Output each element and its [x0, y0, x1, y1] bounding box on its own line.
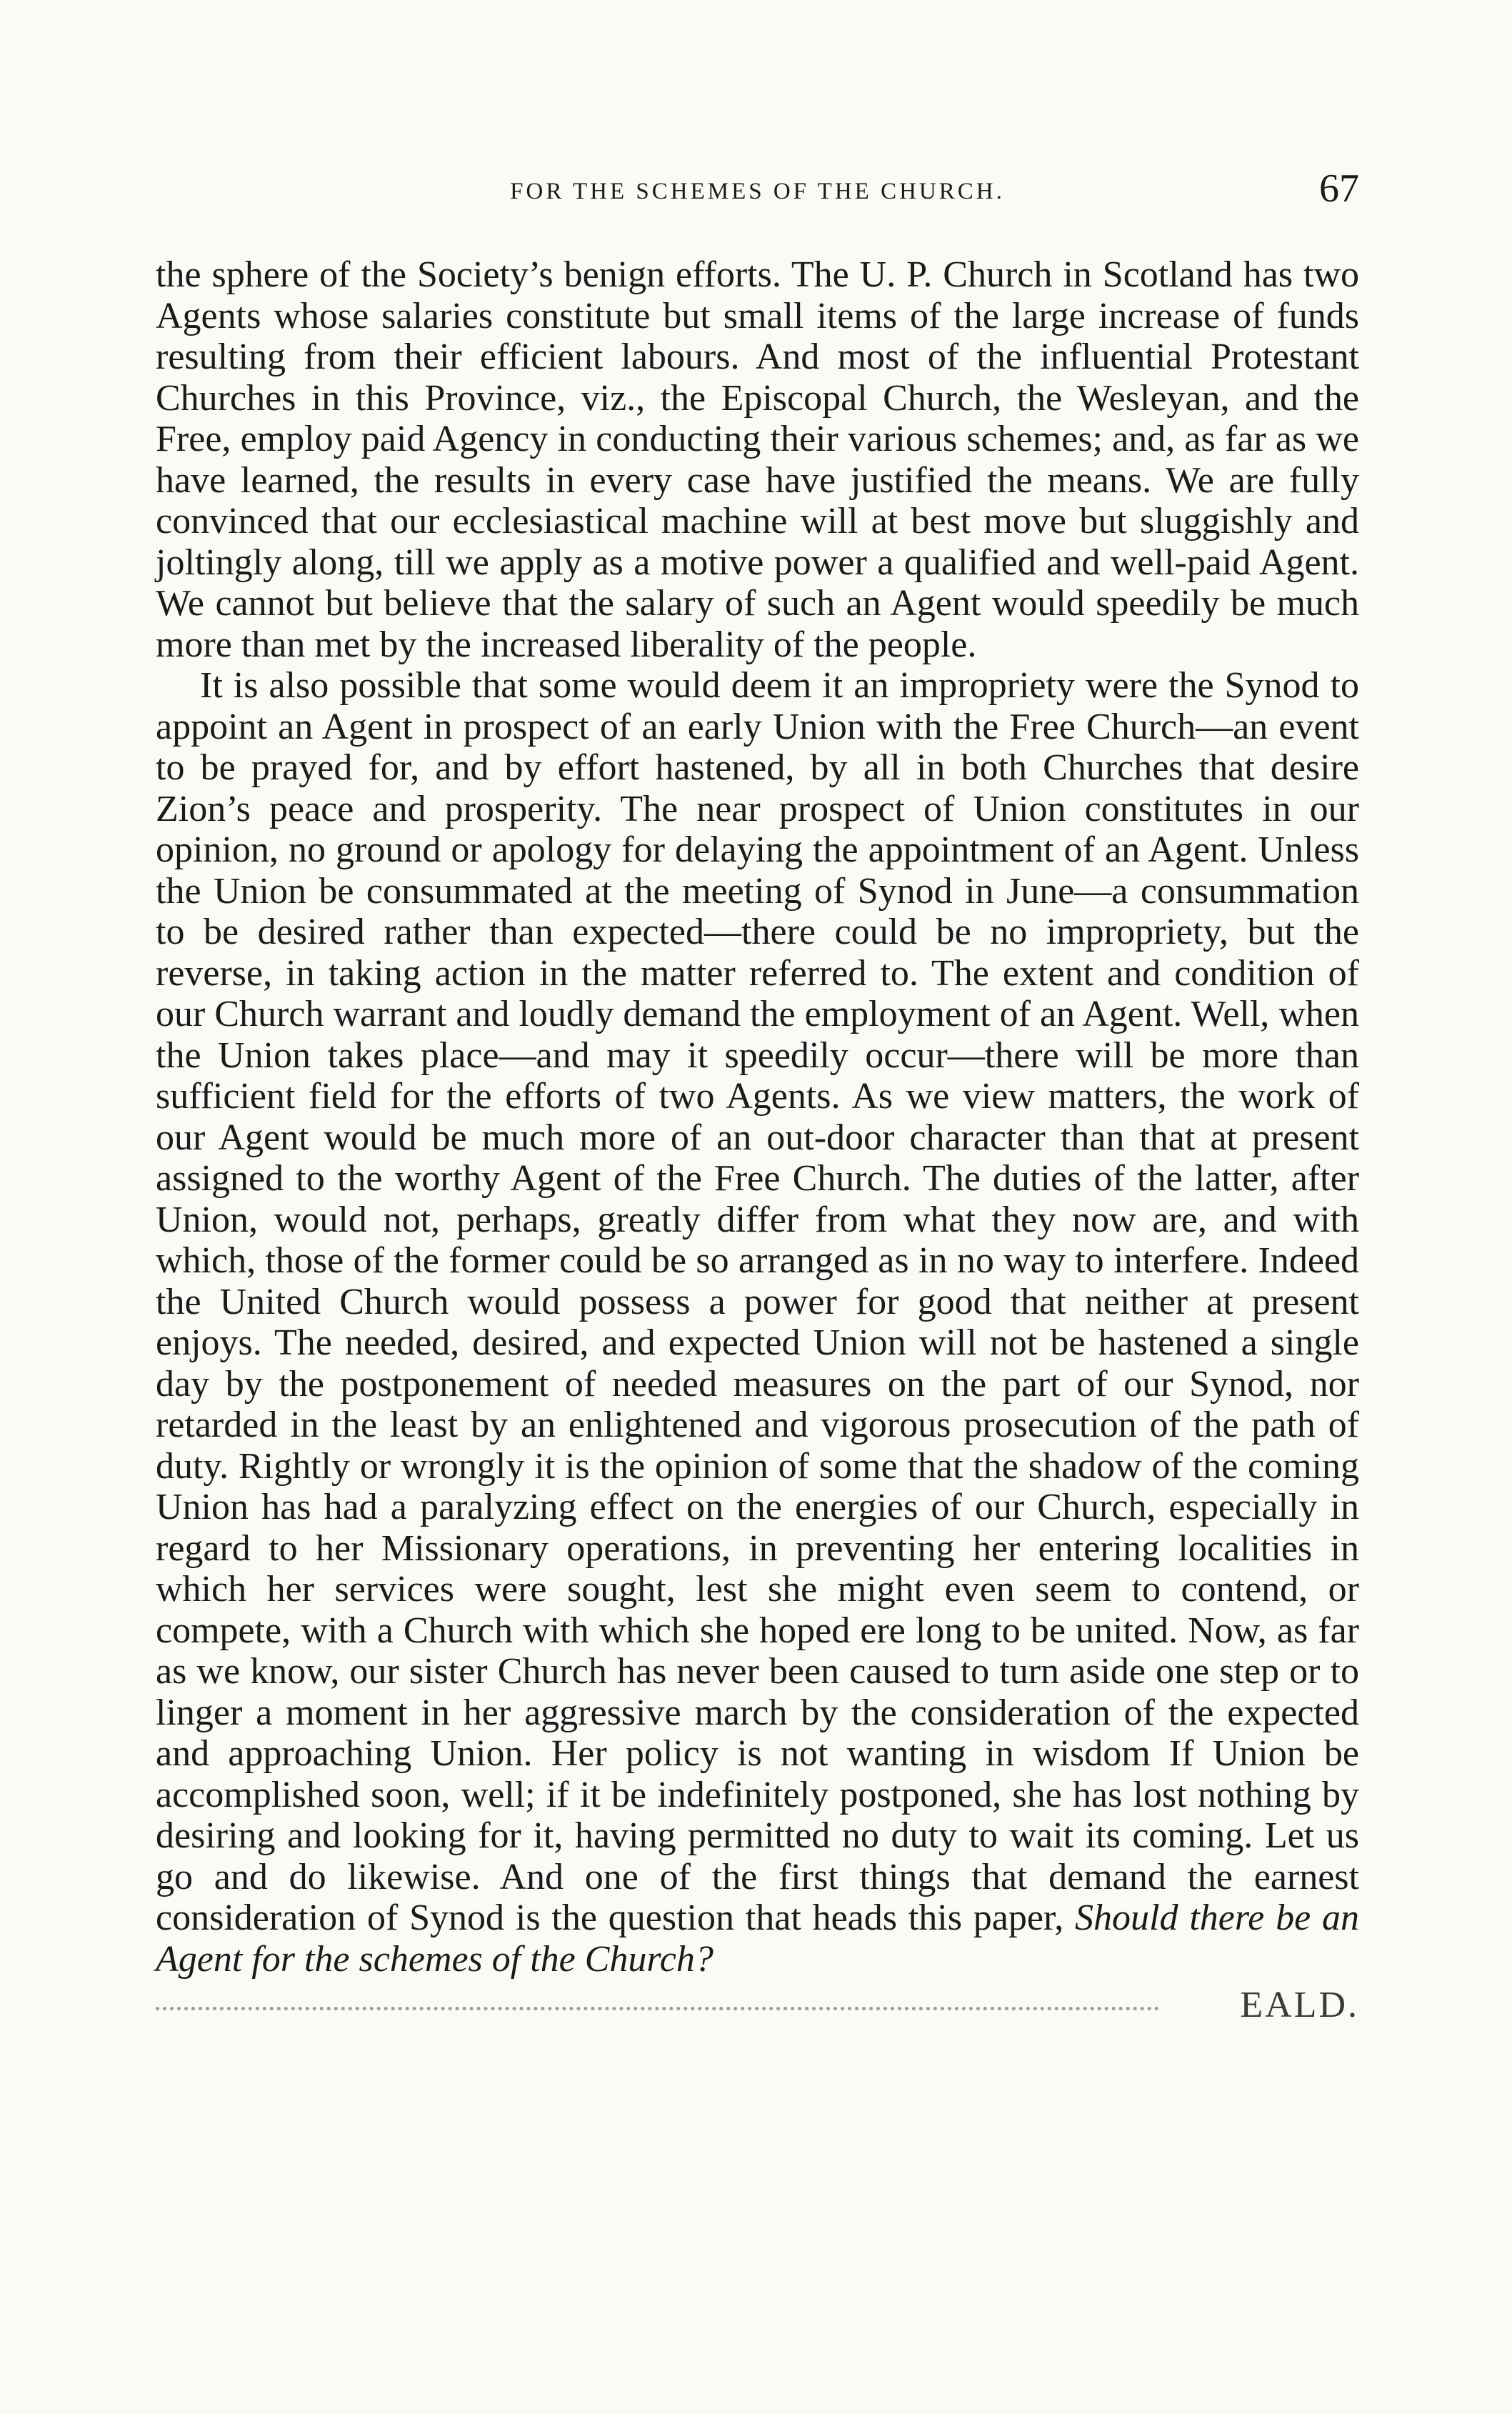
- closing-question: Should there be an Agent for the schemes of the Church?: [156, 1897, 1359, 1980]
- sign-off-row: [156, 1982, 1359, 2033]
- sign-off: EALD.: [1240, 1985, 1359, 2025]
- page-number: 67: [1319, 166, 1359, 211]
- dotted-leader: [156, 2007, 1159, 2010]
- paragraph: [156, 665, 1359, 1980]
- book-page: [156, 166, 1359, 2033]
- paragraph-text: It is also possible that some would deem it an impropriety were the Synod to appoint an Agent in prospect of an early Union with the Free Church—an event to be prayed for, and by effort hastened, by all in both Churches that desire Zion’s peace and prosperity. The near prospect of Union constitutes in our opinion, no ground or apology for delaying the appointment of an Agent. Unless the Union be consummated at the meeting of Synod in June—a consummation to be desired rather than expected—there could be no impropriety, but the reverse, in taking action in the matter referred to. The extent and condition of our Church warrant and loudly demand the employment of an Agent. Well, when the Union takes place—and may it speedily occur—there will be more than sufficient field for the efforts of two Agents. As we view matters, the work of our Agent would be much more of an out-door character than that at present assigned to the worthy Agent of the Free Church. The duties of the latter, after Union, would not, perhaps, greatly differ from what they now are, and with which, those of the former could be so arranged as in no way to interfere. Indeed the United Church would possess a power for good that neither at present enjoys. The needed, desired, and expected Union will not be hastened a single day by the postponement of needed measures on the part of our Synod, nor retarded in the least by an enlightened and vigorous prosecution of the path of duty. Rightly or wrongly it is the opinion of some that the shadow of the coming Union has had a paralyzing effect on the energies of our Church, especially in regard to her Missionary operations, in preventing her entering localities in which her services were sought, lest she might even seem to contend, or compete, with a Church with which she hoped ere long to be united. Now, as far as we know, our sister Church has never been caused to turn aside one step or to linger a moment in her aggressive march by the consideration of the expected and approaching Union. Her policy is not wanting in wisdom If Union be accomplished soon, well; if it be indefinitely postponed, she has lost nothing by desiring and looking for it, having permitted no duty to wait its coming. Let us go and do likewise. And one of the first things that demand the earnest consideration of Synod is the question that heads this paper,: [156, 665, 1359, 1938]
- running-title: FOR THE SCHEMES OF THE CHURCH.: [510, 179, 1005, 204]
- running-head: [156, 166, 1359, 223]
- paragraph-continued: the sphere of the Society’s benign efforts. The U. P. Church in Scotland has two Agents whose salaries constitute but small items of the large increase of funds resulting from their efficient labours. And most of the influential Protestant Churches in this Province, viz., the Episcopal Church, the Wesleyan, and the Free, employ paid Agency in conducting their various schemes; and, as far as we have learned, the results in every case have justified the means. We are fully convinced that our ecclesiastical machine will at best move but sluggishly and joltingly along, till we apply as a motive power a qualified and well-paid Agent. We cannot but believe that the salary of such an Agent would speedily be much more than met by the increased liberality of the people.: [156, 254, 1359, 665]
- body-text: [156, 254, 1359, 1980]
